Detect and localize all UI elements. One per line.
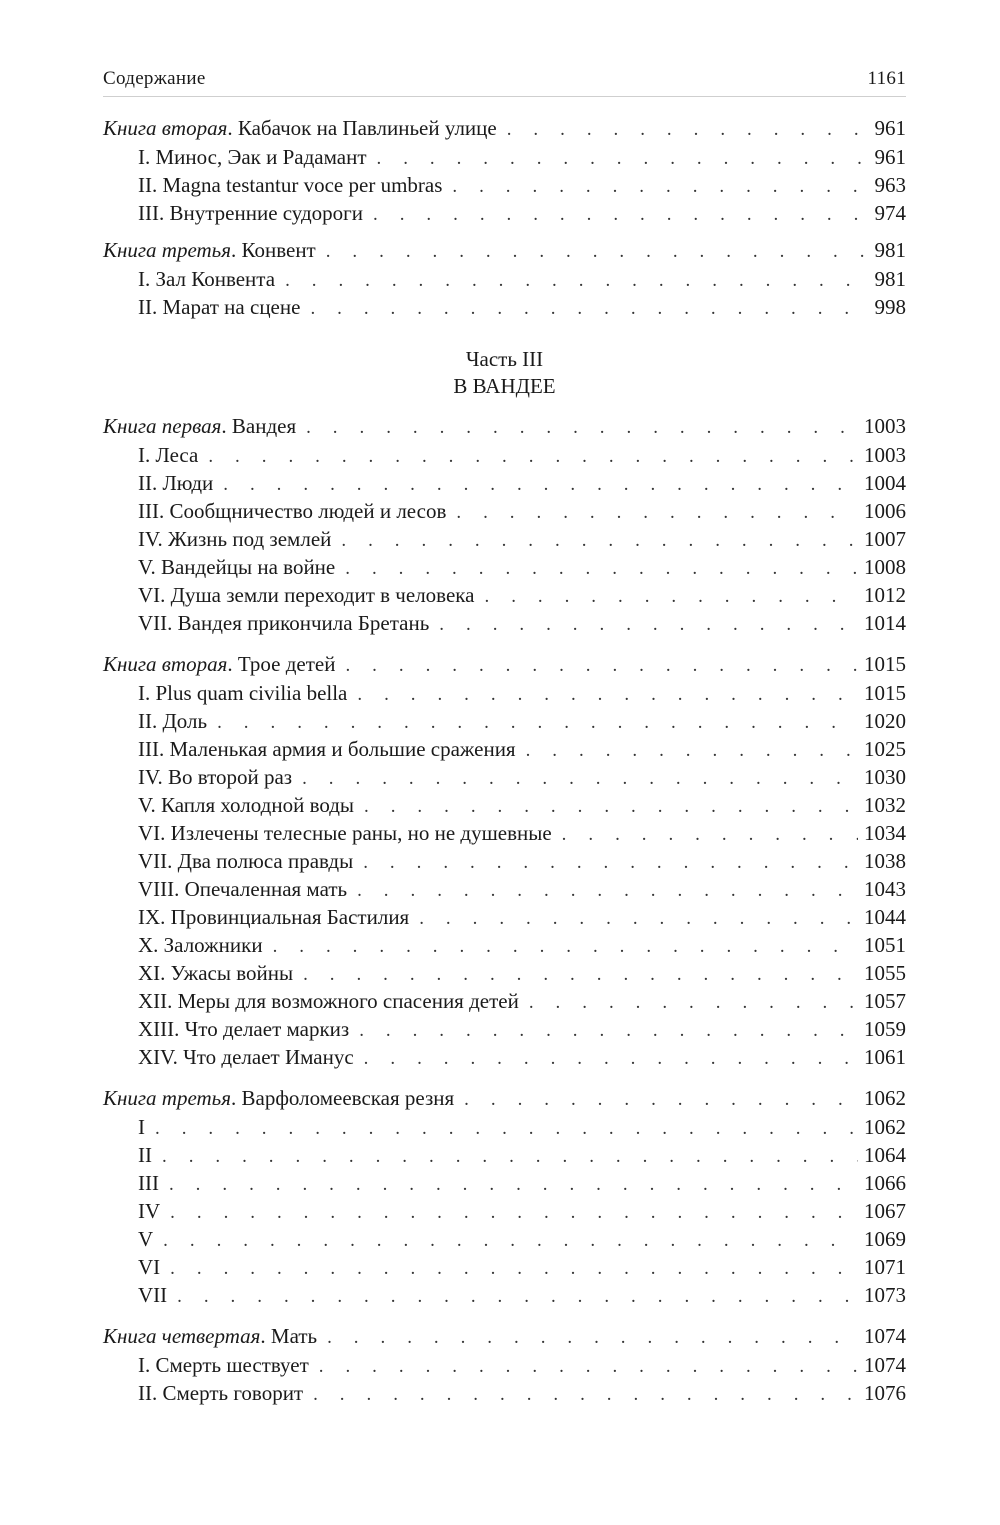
toc-chapter-label: VII. Вандея прикончила Бретань: [138, 611, 430, 635]
toc-chapter-label: VIII. Опечаленная мать: [138, 877, 348, 901]
toc-book-entry[interactable]: [103, 235, 906, 265]
toc-chapter-entry[interactable]: [103, 1113, 906, 1141]
toc-chapter-entry[interactable]: [103, 1379, 906, 1407]
toc-book-label-rest: . Варфоломеевская резня: [231, 1086, 455, 1110]
toc-page-number: 1032: [864, 793, 906, 817]
toc-book-label: [103, 1321, 321, 1351]
toc-page-number: 981: [874, 238, 906, 262]
part-heading: [103, 321, 906, 411]
toc-chapter-label: III: [138, 1171, 159, 1195]
dot-leader: [285, 267, 868, 295]
toc-chapter-entry[interactable]: [103, 441, 906, 469]
toc-page-number: 1066: [864, 1171, 906, 1195]
toc-chapter-label: V. Капля холодной воды: [138, 793, 355, 817]
toc-chapter-label: IV. Жизнь под землей: [138, 527, 332, 551]
toc-book-label: [103, 235, 320, 265]
dot-leader: [170, 1199, 858, 1227]
toc-chapter-label: X. Заложники: [138, 933, 263, 957]
toc-chapter-label: XII. Меры для возможного спасения детей: [138, 989, 519, 1013]
dot-leader: [208, 443, 858, 471]
toc-chapter-label: I. Plus quam civilia bella: [138, 681, 348, 705]
part-title: В ВАНДЕЕ: [453, 374, 556, 398]
toc-chapter-entry[interactable]: [103, 497, 906, 525]
toc-page-number: 1076: [864, 1381, 906, 1405]
toc-chapter-entry[interactable]: [103, 293, 906, 321]
dot-leader: [419, 905, 858, 933]
header-rule: [103, 96, 906, 97]
toc-page-number: 1074: [864, 1353, 906, 1377]
dot-leader: [345, 651, 858, 681]
toc-page-number: 1044: [864, 905, 906, 929]
toc-book-entry[interactable]: [103, 113, 906, 143]
toc-page-number: 981: [874, 267, 906, 291]
toc-page-number: 961: [874, 116, 906, 140]
toc-page-number: 974: [874, 201, 906, 225]
toc-book-section: [103, 1321, 906, 1407]
toc-chapter-label: V: [138, 1227, 154, 1251]
toc-page-number: 1004: [864, 471, 906, 495]
toc-book-label-italic: Книга четвертая: [103, 1324, 261, 1348]
toc-chapter-entry[interactable]: [103, 1281, 906, 1309]
toc-book-label-rest: . Вандея: [221, 414, 297, 438]
toc-book-label-rest: . Кабачок на Павлиньей улице: [227, 116, 497, 140]
toc-chapter-entry[interactable]: [103, 171, 906, 199]
table-of-contents: [103, 113, 906, 1407]
toc-chapter-entry[interactable]: [103, 791, 906, 819]
toc-page-number: 963: [874, 173, 906, 197]
toc-page-number: 1007: [864, 527, 906, 551]
dot-leader: [319, 1353, 858, 1381]
dot-leader: [217, 709, 858, 737]
dot-leader: [357, 681, 858, 709]
toc-chapter-entry[interactable]: [103, 847, 906, 875]
toc-chapter-label: XIII. Что делает маркиз: [138, 1017, 350, 1041]
dot-leader: [303, 961, 858, 989]
toc-book-label-rest: . Мать: [260, 1324, 318, 1348]
toc-chapter-entry[interactable]: [103, 265, 906, 293]
toc-chapter-label: I. Зал Конвента: [138, 267, 276, 291]
toc-chapter-entry[interactable]: [103, 1015, 906, 1043]
toc-chapter-entry[interactable]: [103, 199, 906, 227]
toc-page-number: 1057: [864, 989, 906, 1013]
toc-chapter-label: I: [138, 1115, 145, 1139]
toc-page-number: 1074: [864, 1324, 906, 1348]
toc-book-label: [103, 411, 300, 441]
toc-page-number: 1025: [864, 737, 906, 761]
toc-chapter-entry[interactable]: [103, 609, 906, 637]
toc-page-number: 1055: [864, 961, 906, 985]
toc-chapter-entry[interactable]: [103, 931, 906, 959]
toc-chapter-label: IV: [138, 1199, 161, 1223]
dot-leader: [364, 1045, 858, 1073]
dot-leader: [357, 877, 858, 905]
toc-book-section: [103, 411, 906, 637]
toc-page-number: 1059: [864, 1017, 906, 1041]
toc-page-number: 1030: [864, 765, 906, 789]
toc-chapter-entry[interactable]: [103, 1043, 906, 1071]
toc-book-label: [103, 113, 501, 143]
toc-chapter-entry[interactable]: [103, 581, 906, 609]
toc-chapter-label: VII: [138, 1283, 168, 1307]
toc-chapter-label: III. Внутренние судороги: [138, 201, 364, 225]
toc-chapter-label: IV. Во второй раз: [138, 765, 293, 789]
toc-book-label: [103, 649, 339, 679]
dot-leader: [341, 527, 858, 555]
toc-book-section: [103, 235, 906, 321]
toc-chapter-entry[interactable]: [103, 959, 906, 987]
toc-chapter-label: IX. Провинциальная Бастилия: [138, 905, 410, 929]
toc-chapter-entry[interactable]: [103, 763, 906, 791]
toc-chapter-label: I. Леса: [138, 443, 199, 467]
dot-leader: [529, 989, 858, 1017]
dot-leader: [526, 737, 858, 765]
dot-leader: [452, 173, 868, 201]
toc-chapter-label: II: [138, 1143, 152, 1167]
dot-leader: [155, 1115, 858, 1143]
toc-book-label-italic: Книга первая: [103, 414, 222, 438]
toc-chapter-entry[interactable]: [103, 1225, 906, 1253]
toc-chapter-label: III. Сообщничество людей и лесов: [138, 499, 447, 523]
toc-book-entry[interactable]: [103, 1083, 906, 1113]
running-header: [103, 68, 906, 96]
toc-chapter-entry[interactable]: [103, 525, 906, 553]
dot-leader: [345, 555, 858, 583]
toc-chapter-entry[interactable]: [103, 469, 906, 497]
toc-book-entry[interactable]: [103, 411, 906, 441]
toc-page-number: 1061: [864, 1045, 906, 1069]
toc-page-number: 1071: [864, 1255, 906, 1279]
toc-page-number: 1064: [864, 1143, 906, 1167]
toc-chapter-entry[interactable]: [103, 707, 906, 735]
toc-chapter-entry[interactable]: [103, 819, 906, 847]
toc-page-number: 1062: [864, 1086, 906, 1110]
toc-chapter-entry[interactable]: [103, 1253, 906, 1281]
dot-leader: [326, 237, 869, 267]
toc-chapter-label: V. Вандейцы на войне: [138, 555, 336, 579]
toc-chapter-label: II. Magna testantur voce per umbras: [138, 173, 443, 197]
toc-chapter-label: VI. Душа земли переходит в человека: [138, 583, 475, 607]
toc-page-number: 1043: [864, 877, 906, 901]
toc-page-number: 1012: [864, 583, 906, 607]
toc-chapter-label: II. Доль: [138, 709, 208, 733]
toc-book-section: [103, 1083, 906, 1309]
toc-page-number: 1062: [864, 1115, 906, 1139]
dot-leader: [464, 1085, 858, 1115]
dot-leader: [177, 1283, 858, 1311]
toc-page-number: 1015: [864, 652, 906, 676]
toc-chapter-label: XI. Ужасы войны: [138, 961, 294, 985]
running-header-title: Содержание: [103, 68, 206, 89]
toc-page-number: 1015: [864, 681, 906, 705]
toc-chapter-entry[interactable]: [103, 679, 906, 707]
toc-chapter-label: II. Марат на сцене: [138, 295, 301, 319]
dot-leader: [313, 1381, 858, 1409]
dot-leader: [327, 1323, 858, 1353]
toc-page-number: 1003: [864, 414, 906, 438]
toc-page-number: 1051: [864, 933, 906, 957]
toc-chapter-label: II. Люди: [138, 471, 214, 495]
toc-chapter-label: VI: [138, 1255, 161, 1279]
dot-leader: [485, 583, 859, 611]
toc-chapter-label: II. Смерть говорит: [138, 1381, 304, 1405]
toc-chapter-label: III. Маленькая армия и большие сражения: [138, 737, 516, 761]
toc-chapter-entry[interactable]: [103, 1141, 906, 1169]
dot-leader: [373, 201, 868, 229]
toc-page-number: 998: [874, 295, 906, 319]
toc-book-label-italic: Книга третья: [103, 238, 231, 262]
dot-leader: [363, 849, 858, 877]
toc-book-section: [103, 113, 906, 227]
toc-page-number: 1073: [864, 1283, 906, 1307]
toc-page-number: 961: [874, 145, 906, 169]
toc-book-label-italic: Книга третья: [103, 1086, 231, 1110]
toc-chapter-entry[interactable]: [103, 1351, 906, 1379]
toc-page-number: 1069: [864, 1227, 906, 1251]
toc-book-entry[interactable]: [103, 649, 906, 679]
toc-chapter-entry[interactable]: [103, 875, 906, 903]
toc-book-entry[interactable]: [103, 1321, 906, 1351]
toc-page-number: 1034: [864, 821, 906, 845]
toc-page-number: 1067: [864, 1199, 906, 1223]
dot-leader: [170, 1255, 858, 1283]
dot-leader: [364, 793, 858, 821]
toc-chapter-entry[interactable]: [103, 1169, 906, 1197]
toc-chapter-label: VII. Два полюса правды: [138, 849, 354, 873]
dot-leader: [507, 115, 869, 145]
toc-page-number: 1014: [864, 611, 906, 635]
toc-chapter-entry[interactable]: [103, 987, 906, 1015]
dot-leader: [163, 1227, 858, 1255]
toc-book-label: [103, 1083, 458, 1113]
dot-leader: [439, 611, 858, 639]
toc-page-number: 1008: [864, 555, 906, 579]
toc-chapter-entry[interactable]: [103, 1197, 906, 1225]
dot-leader: [377, 145, 869, 173]
toc-page-number: 1006: [864, 499, 906, 523]
toc-chapter-label: I. Смерть шествует: [138, 1353, 309, 1377]
toc-chapter-label: I. Минос, Эак и Радамант: [138, 145, 367, 169]
dot-leader: [302, 765, 858, 793]
part-number: Часть III: [465, 347, 544, 371]
toc-book-label-italic: Книга вторая: [103, 652, 228, 676]
dot-leader: [456, 499, 858, 527]
toc-page-number: 1038: [864, 849, 906, 873]
dot-leader: [169, 1171, 858, 1199]
toc-page-number: 1020: [864, 709, 906, 733]
running-header-page-number: 1161: [867, 68, 906, 89]
toc-chapter-label: XIV. Что делает Иманус: [138, 1045, 354, 1069]
dot-leader: [273, 933, 858, 961]
toc-chapter-entry[interactable]: [103, 143, 906, 171]
toc-chapter-entry[interactable]: [103, 735, 906, 763]
toc-book-label-rest: . Трое детей: [227, 652, 336, 676]
toc-chapter-entry[interactable]: [103, 903, 906, 931]
toc-chapter-label: VI. Излечены телесные раны, но не душевные: [138, 821, 552, 845]
dot-leader: [162, 1143, 858, 1171]
toc-chapter-entry[interactable]: [103, 553, 906, 581]
toc-book-label-rest: . Конвент: [231, 238, 316, 262]
toc-book-section: [103, 649, 906, 1071]
dot-leader: [562, 821, 858, 849]
dot-leader: [306, 413, 858, 443]
dot-leader: [310, 295, 868, 323]
toc-book-label-italic: Книга вторая: [103, 116, 228, 140]
toc-page-number: 1003: [864, 443, 906, 467]
dot-leader: [359, 1017, 858, 1045]
dot-leader: [223, 471, 858, 499]
